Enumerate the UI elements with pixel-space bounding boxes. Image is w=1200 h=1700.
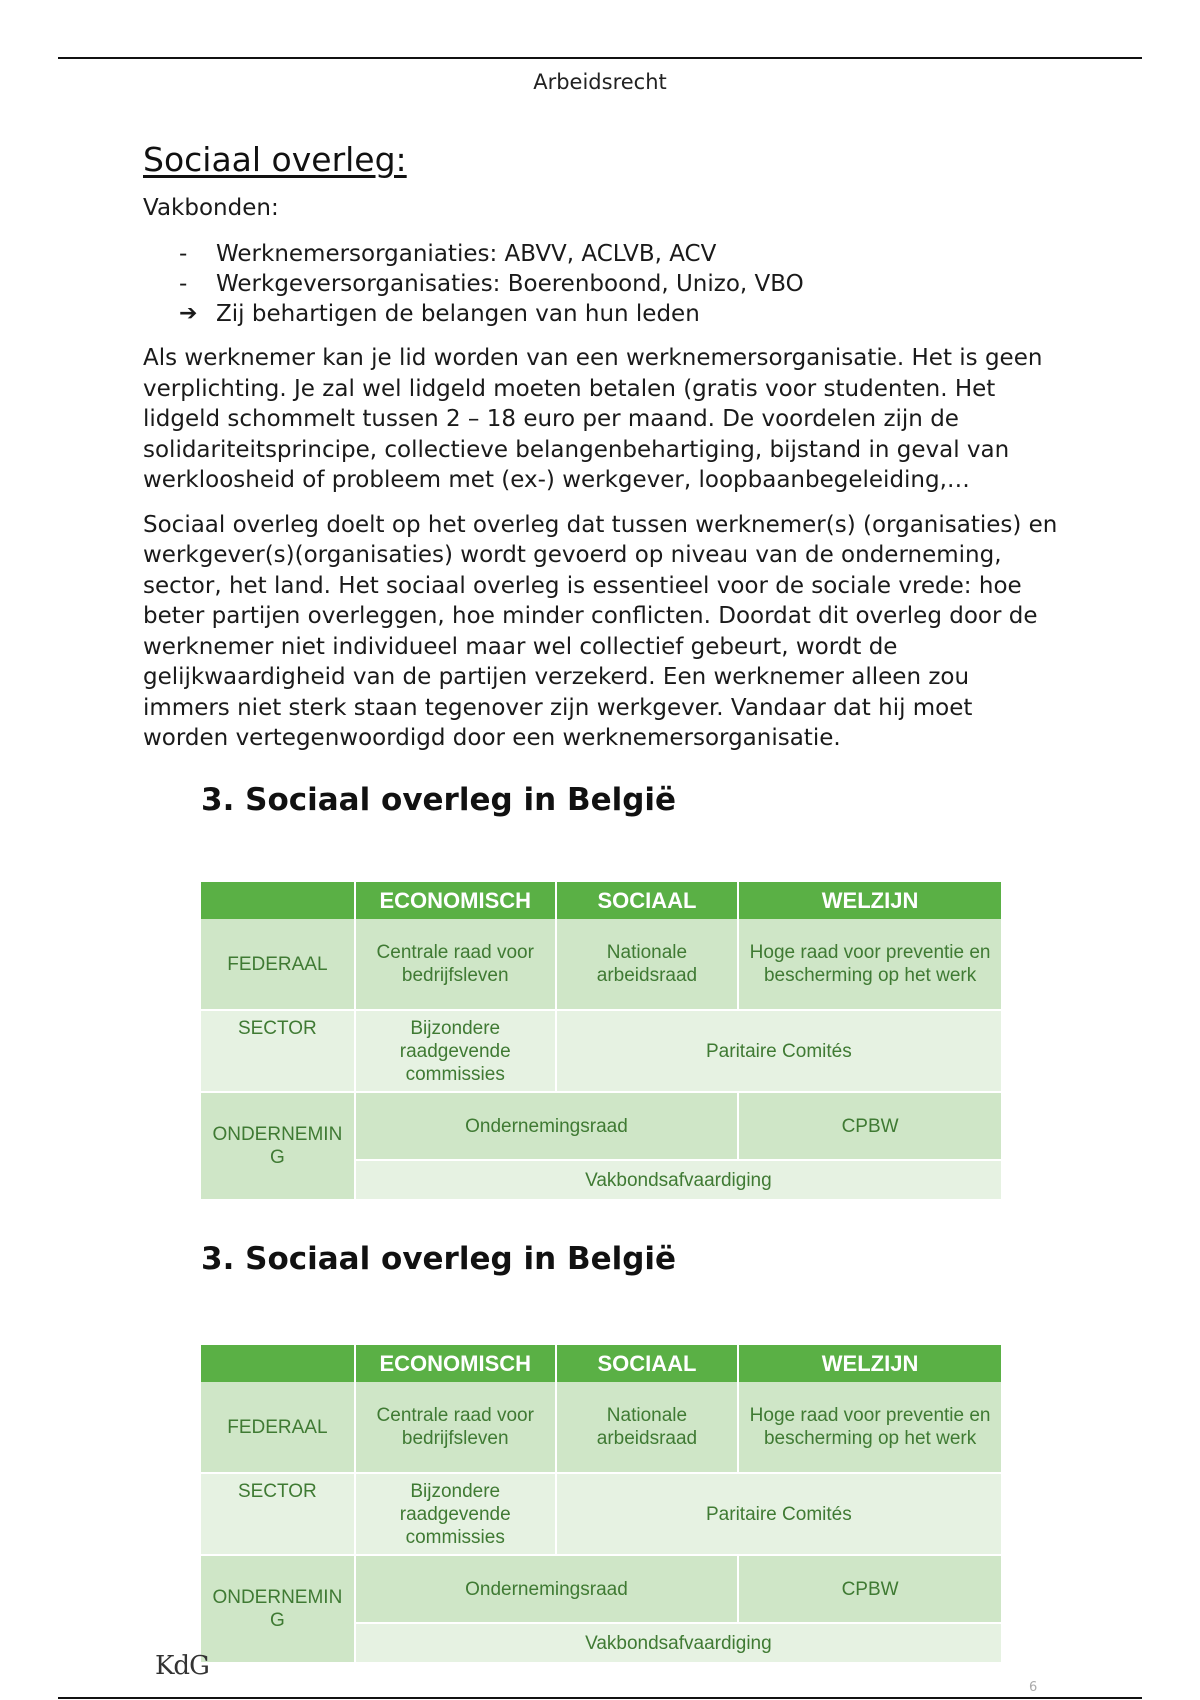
table-header-row bbox=[201, 882, 1002, 919]
slide-heading: 3. Sociaal overleg in België bbox=[201, 1241, 677, 1277]
list-item bbox=[143, 299, 1063, 329]
column-header: ECONOMISCH bbox=[355, 1345, 556, 1382]
table-cell: Centrale raad voor bedrijfsleven bbox=[355, 1382, 556, 1473]
table-header-row bbox=[201, 1345, 1002, 1382]
table-cell: Nationale arbeidsraad bbox=[556, 919, 738, 1010]
table-row bbox=[201, 1555, 1002, 1623]
table-row bbox=[201, 1473, 1002, 1555]
column-header: SOCIAAL bbox=[556, 1345, 738, 1382]
column-header: ECONOMISCH bbox=[355, 882, 556, 919]
row-header: ONDERNEMIN G bbox=[201, 1092, 355, 1200]
table-cell: Hoge raad voor preventie en bescherming op het werk bbox=[738, 919, 1002, 1010]
consultation-table bbox=[201, 882, 1003, 1201]
row-header: SECTOR bbox=[201, 1473, 355, 1555]
organisations-list bbox=[143, 239, 1063, 329]
table-cell: Nationale arbeidsraad bbox=[556, 1382, 738, 1473]
table-row bbox=[201, 919, 1002, 1010]
table-cell: Paritaire Comités bbox=[556, 1010, 1002, 1092]
column-header: WELZIJN bbox=[738, 882, 1002, 919]
dash-marker: - bbox=[179, 271, 188, 297]
list-item-text: Werknemersorganiaties: ABVV, ACLVB, ACV bbox=[216, 241, 717, 267]
vakbonden-label: Vakbonden: bbox=[143, 195, 279, 221]
list-item bbox=[143, 269, 1063, 299]
table-cell: Vakbondsafvaardiging bbox=[355, 1623, 1002, 1663]
column-header: SOCIAAL bbox=[556, 882, 738, 919]
table-cell: Paritaire Comités bbox=[556, 1473, 1002, 1555]
row-header: FEDERAAL bbox=[201, 1382, 355, 1473]
row-header: ONDERNEMIN G bbox=[201, 1555, 355, 1663]
column-header bbox=[201, 882, 355, 919]
consultation-table bbox=[201, 1345, 1003, 1664]
slide-heading: 3. Sociaal overleg in België bbox=[201, 782, 677, 818]
document-body bbox=[143, 140, 1063, 768]
table-cell: Bijzondere raadgevende commissies bbox=[355, 1473, 556, 1555]
dash-marker: - bbox=[179, 241, 188, 267]
section-title: Sociaal overleg: bbox=[143, 140, 407, 179]
row-header: FEDERAAL bbox=[201, 919, 355, 1010]
list-item-text: Werkgeversorganisaties: Boerenboond, Unizo, VBO bbox=[216, 271, 804, 297]
kdg-logo: KdG bbox=[155, 1651, 209, 1681]
row-header: SECTOR bbox=[201, 1010, 355, 1092]
column-header: WELZIJN bbox=[738, 1345, 1002, 1382]
paragraph-social-dialogue: Sociaal overleg doelt op het overleg dat tussen werknemer(s) (organisaties) en werkgever(s)(organisaties) wordt gevoerd op niveau van de onderneming, sector, het land. Het sociaal overleg is essentieel voor de sociale vrede: hoe beter partijen overleggen, hoe minder conflicten. Doordat dit overleg door de werknemer niet individueel maar wel collectief gebeurt, wordt de gelijkwaardigheid van de partijen verzekerd. Een werknemer alleen zou immers niet sterk staan tegenover zijn werkgever. Vandaar dat hij moet worden vertegenwoordigd door een werknemersorganisatie. bbox=[143, 511, 1058, 751]
table-cell: Ondernemingsraad bbox=[355, 1092, 738, 1160]
table-cell: CPBW bbox=[738, 1555, 1002, 1623]
arrow-right-icon: ➔ bbox=[179, 301, 198, 326]
page-number: 6 bbox=[1029, 1680, 1038, 1695]
slide-image bbox=[143, 1237, 1013, 1657]
list-item-text: Zij behartigen de belangen van hun leden bbox=[216, 301, 700, 327]
footer-rule bbox=[58, 1697, 1142, 1699]
table-cell: CPBW bbox=[738, 1092, 1002, 1160]
table-cell: Vakbondsafvaardiging bbox=[355, 1160, 1002, 1200]
table-row bbox=[201, 1382, 1002, 1473]
list-item bbox=[143, 239, 1063, 269]
page-header-title: Arbeidsrecht bbox=[533, 70, 667, 94]
table-cell: Hoge raad voor preventie en bescherming op het werk bbox=[738, 1382, 1002, 1473]
table-cell: Ondernemingsraad bbox=[355, 1555, 738, 1623]
table-cell: Centrale raad voor bedrijfsleven bbox=[355, 919, 556, 1010]
table-row bbox=[201, 1010, 1002, 1092]
table-row bbox=[201, 1092, 1002, 1160]
paragraph-membership: Als werknemer kan je lid worden van een werknemersorganisatie. Het is geen verplichting. Je zal wel lidgeld moeten betalen (gratis voor studenten. Het lidgeld schommelt tussen 2 – 18 euro per maand. De voordelen zijn de solidariteitsprincipe, collectieve belangenbehartiging, bijstand in geval van werkloosheid of probleem met (ex-) werkgever, loopbaanbegeleiding,… bbox=[143, 345, 1043, 493]
column-header bbox=[201, 1345, 355, 1382]
header-rule bbox=[58, 57, 1142, 59]
slide-image bbox=[143, 775, 1013, 1195]
table-cell: Bijzondere raadgevende commissies bbox=[355, 1010, 556, 1092]
